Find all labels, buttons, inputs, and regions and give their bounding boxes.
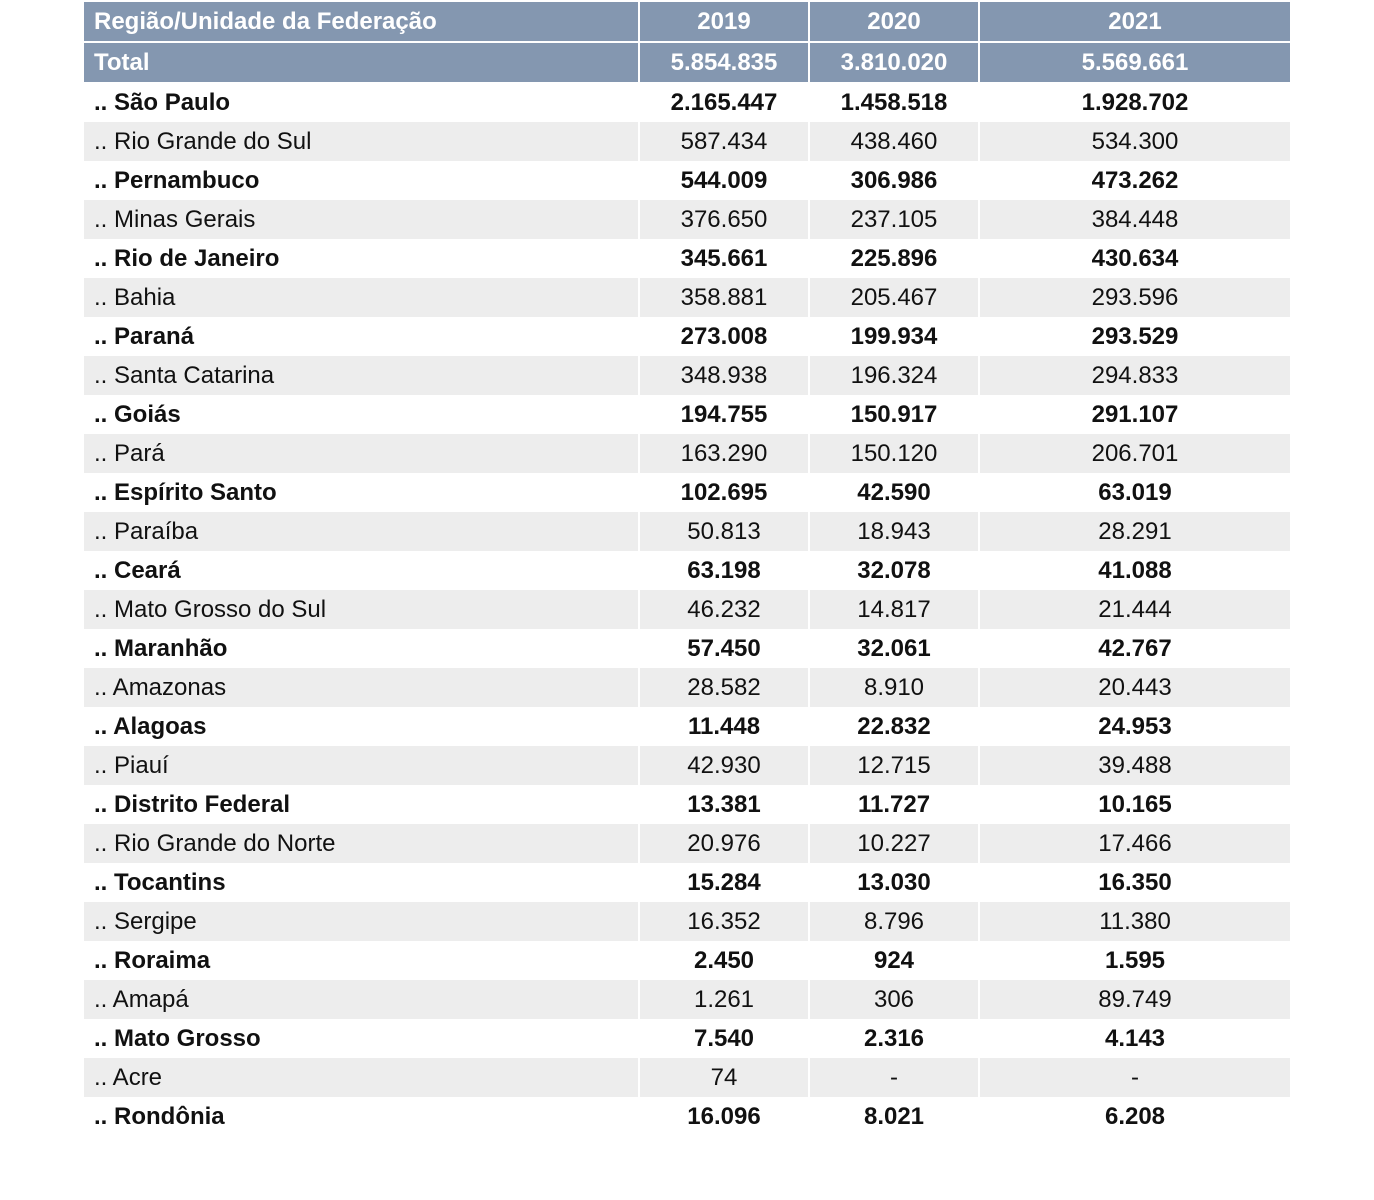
value-cell-2019: 2.165.447 <box>639 83 809 123</box>
column-header-2019: 2019 <box>639 2 809 42</box>
table-row <box>84 668 1290 707</box>
table-row <box>84 980 1290 1019</box>
table-row <box>84 1097 1290 1136</box>
region-name-cell: .. Amapá <box>84 980 639 1019</box>
value-cell-2019: 15.284 <box>639 863 809 902</box>
value-cell-2021: 41.088 <box>979 551 1290 590</box>
value-cell-2021: 28.291 <box>979 512 1290 551</box>
value-cell-2021: 10.165 <box>979 785 1290 824</box>
value-cell-2019: 16.352 <box>639 902 809 941</box>
table-row <box>84 395 1290 434</box>
table-row <box>84 83 1290 123</box>
value-cell-2021: 11.380 <box>979 902 1290 941</box>
region-name-cell: .. Santa Catarina <box>84 356 639 395</box>
table-row <box>84 902 1290 941</box>
value-cell-2020: 225.896 <box>809 239 979 278</box>
value-cell-2021: 291.107 <box>979 395 1290 434</box>
total-value-2019: 5.854.835 <box>639 42 809 83</box>
region-name-cell: .. Distrito Federal <box>84 785 639 824</box>
table-row <box>84 863 1290 902</box>
value-cell-2020: 306.986 <box>809 161 979 200</box>
value-cell-2020: 8.796 <box>809 902 979 941</box>
value-cell-2020: 10.227 <box>809 824 979 863</box>
value-cell-2021: 293.529 <box>979 317 1290 356</box>
column-header-2021: 2021 <box>979 2 1290 42</box>
table-row <box>84 629 1290 668</box>
table-row <box>84 278 1290 317</box>
value-cell-2020: 438.460 <box>809 122 979 161</box>
region-name-cell: .. Minas Gerais <box>84 200 639 239</box>
value-cell-2019: 20.976 <box>639 824 809 863</box>
value-cell-2021: 21.444 <box>979 590 1290 629</box>
value-cell-2020: 42.590 <box>809 473 979 512</box>
value-cell-2021: 17.466 <box>979 824 1290 863</box>
value-cell-2020: 924 <box>809 941 979 980</box>
value-cell-2020: 11.727 <box>809 785 979 824</box>
region-name-cell: .. Tocantins <box>84 863 639 902</box>
data-table-container <box>84 2 1290 1136</box>
table-row <box>84 590 1290 629</box>
value-cell-2019: 42.930 <box>639 746 809 785</box>
table-body <box>84 83 1290 1137</box>
value-cell-2021: 384.448 <box>979 200 1290 239</box>
value-cell-2019: 57.450 <box>639 629 809 668</box>
region-name-cell: .. Rondônia <box>84 1097 639 1136</box>
table-row <box>84 356 1290 395</box>
value-cell-2019: 28.582 <box>639 668 809 707</box>
region-name-cell: .. São Paulo <box>84 83 639 123</box>
value-cell-2019: 163.290 <box>639 434 809 473</box>
table-row <box>84 707 1290 746</box>
value-cell-2021: 293.596 <box>979 278 1290 317</box>
total-value-2021: 5.569.661 <box>979 42 1290 83</box>
value-cell-2021: 473.262 <box>979 161 1290 200</box>
value-cell-2021: 39.488 <box>979 746 1290 785</box>
value-cell-2020: 2.316 <box>809 1019 979 1058</box>
region-name-cell: .. Bahia <box>84 278 639 317</box>
value-cell-2019: 273.008 <box>639 317 809 356</box>
value-cell-2020: 196.324 <box>809 356 979 395</box>
region-name-cell: .. Paraíba <box>84 512 639 551</box>
value-cell-2020: 8.910 <box>809 668 979 707</box>
table-row <box>84 317 1290 356</box>
value-cell-2020: 8.021 <box>809 1097 979 1136</box>
region-name-cell: .. Roraima <box>84 941 639 980</box>
value-cell-2021: 42.767 <box>979 629 1290 668</box>
value-cell-2019: 74 <box>639 1058 809 1097</box>
value-cell-2021: 534.300 <box>979 122 1290 161</box>
column-header-region: Região/Unidade da Federação <box>84 2 639 42</box>
table-row <box>84 161 1290 200</box>
value-cell-2020: 150.917 <box>809 395 979 434</box>
header-row <box>84 2 1290 42</box>
region-name-cell: .. Maranhão <box>84 629 639 668</box>
value-cell-2020: 13.030 <box>809 863 979 902</box>
value-cell-2019: 16.096 <box>639 1097 809 1136</box>
table-row <box>84 512 1290 551</box>
value-cell-2020: 14.817 <box>809 590 979 629</box>
region-name-cell: .. Piauí <box>84 746 639 785</box>
value-cell-2021: 20.443 <box>979 668 1290 707</box>
region-name-cell: .. Rio Grande do Norte <box>84 824 639 863</box>
region-name-cell: .. Ceará <box>84 551 639 590</box>
value-cell-2019: 46.232 <box>639 590 809 629</box>
region-name-cell: .. Amazonas <box>84 668 639 707</box>
value-cell-2019: 102.695 <box>639 473 809 512</box>
value-cell-2019: 544.009 <box>639 161 809 200</box>
table-row <box>84 551 1290 590</box>
table-row <box>84 746 1290 785</box>
table-row <box>84 1019 1290 1058</box>
value-cell-2019: 376.650 <box>639 200 809 239</box>
value-cell-2020: 12.715 <box>809 746 979 785</box>
value-cell-2019: 358.881 <box>639 278 809 317</box>
value-cell-2019: 50.813 <box>639 512 809 551</box>
value-cell-2021: 1.595 <box>979 941 1290 980</box>
value-cell-2019: 11.448 <box>639 707 809 746</box>
value-cell-2020: 237.105 <box>809 200 979 239</box>
region-name-cell: .. Acre <box>84 1058 639 1097</box>
table-row <box>84 473 1290 512</box>
region-name-cell: .. Rio Grande do Sul <box>84 122 639 161</box>
value-cell-2020: 1.458.518 <box>809 83 979 123</box>
value-cell-2021: 4.143 <box>979 1019 1290 1058</box>
region-name-cell: .. Mato Grosso do Sul <box>84 590 639 629</box>
column-header-2020: 2020 <box>809 2 979 42</box>
table-row <box>84 434 1290 473</box>
value-cell-2020: 18.943 <box>809 512 979 551</box>
value-cell-2020: 306 <box>809 980 979 1019</box>
value-cell-2019: 587.434 <box>639 122 809 161</box>
region-name-cell: .. Espírito Santo <box>84 473 639 512</box>
region-name-cell: .. Mato Grosso <box>84 1019 639 1058</box>
value-cell-2020: 22.832 <box>809 707 979 746</box>
value-cell-2019: 63.198 <box>639 551 809 590</box>
value-cell-2019: 13.381 <box>639 785 809 824</box>
value-cell-2021: 430.634 <box>979 239 1290 278</box>
value-cell-2019: 2.450 <box>639 941 809 980</box>
value-cell-2019: 1.261 <box>639 980 809 1019</box>
data-table <box>84 2 1290 1136</box>
region-name-cell: .. Alagoas <box>84 707 639 746</box>
total-label: Total <box>84 42 639 83</box>
region-name-cell: .. Pernambuco <box>84 161 639 200</box>
total-row <box>84 42 1290 83</box>
value-cell-2021: 89.749 <box>979 980 1290 1019</box>
value-cell-2021: 1.928.702 <box>979 83 1290 123</box>
value-cell-2021: 6.208 <box>979 1097 1290 1136</box>
region-name-cell: .. Paraná <box>84 317 639 356</box>
total-value-2020: 3.810.020 <box>809 42 979 83</box>
table-row <box>84 122 1290 161</box>
table-row <box>84 1058 1290 1097</box>
table-row <box>84 824 1290 863</box>
value-cell-2020: 32.078 <box>809 551 979 590</box>
table-row <box>84 200 1290 239</box>
value-cell-2020: 199.934 <box>809 317 979 356</box>
table-row <box>84 239 1290 278</box>
value-cell-2019: 194.755 <box>639 395 809 434</box>
region-name-cell: .. Goiás <box>84 395 639 434</box>
region-name-cell: .. Sergipe <box>84 902 639 941</box>
value-cell-2021: 63.019 <box>979 473 1290 512</box>
value-cell-2021: 16.350 <box>979 863 1290 902</box>
value-cell-2019: 348.938 <box>639 356 809 395</box>
region-name-cell: .. Pará <box>84 434 639 473</box>
value-cell-2021: 294.833 <box>979 356 1290 395</box>
value-cell-2021: 206.701 <box>979 434 1290 473</box>
value-cell-2020: 150.120 <box>809 434 979 473</box>
table-row <box>84 785 1290 824</box>
table-row <box>84 941 1290 980</box>
value-cell-2021: 24.953 <box>979 707 1290 746</box>
value-cell-2020: 205.467 <box>809 278 979 317</box>
value-cell-2020: - <box>809 1058 979 1097</box>
value-cell-2019: 7.540 <box>639 1019 809 1058</box>
value-cell-2020: 32.061 <box>809 629 979 668</box>
value-cell-2021: - <box>979 1058 1290 1097</box>
value-cell-2019: 345.661 <box>639 239 809 278</box>
region-name-cell: .. Rio de Janeiro <box>84 239 639 278</box>
